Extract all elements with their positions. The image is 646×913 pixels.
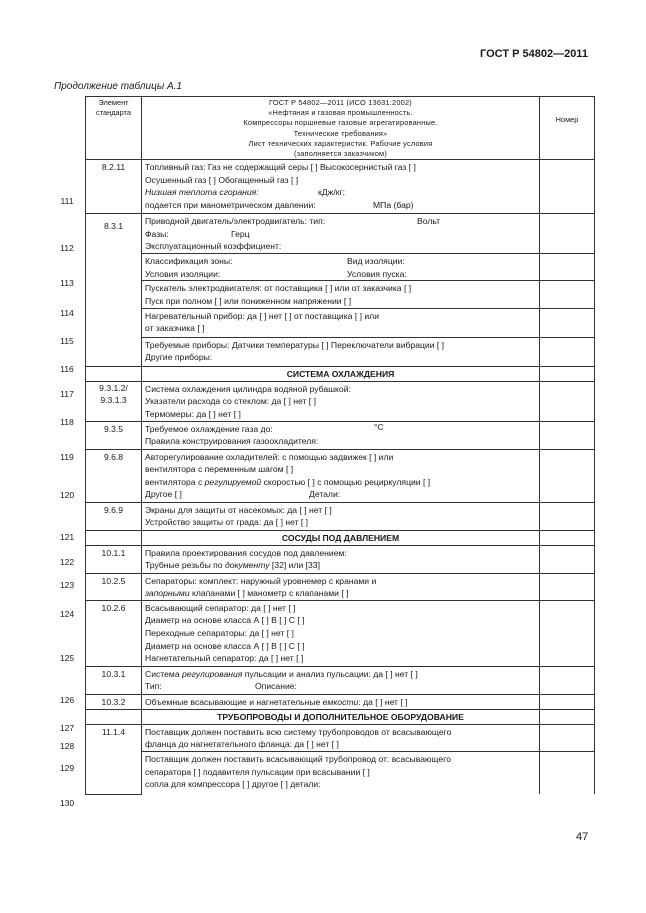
number-cell: [540, 545, 595, 573]
table-row: [86, 751, 595, 794]
specification-table: [85, 96, 595, 795]
table-header-row: [86, 97, 595, 160]
number-cell: [540, 308, 595, 337]
row-number: 119: [60, 452, 74, 462]
element-cell: [86, 337, 142, 366]
element-cell: 9.6.9: [86, 502, 142, 530]
number-cell: [540, 709, 595, 724]
row-number: 114: [60, 308, 74, 318]
element-cell: [86, 308, 142, 337]
number-cell: [540, 573, 595, 600]
row-number: 128: [59, 741, 75, 751]
element-cell: [86, 281, 142, 308]
number-cell: [540, 366, 595, 381]
table-row: [86, 694, 595, 709]
number-cell: [540, 421, 595, 449]
element-cell: 10.3.1: [86, 666, 142, 694]
table-row: [86, 545, 595, 573]
element-cell: [86, 366, 142, 381]
row-number: 130: [59, 798, 75, 808]
number-cell: [540, 751, 595, 794]
row-number: 113: [60, 278, 74, 288]
number-cell: [540, 254, 595, 281]
section-title: СИСТЕМА ОХЛАЖДЕНИЯ: [142, 366, 540, 381]
element-cell: 9.3.1.2/ 9.3.1.3: [86, 381, 142, 421]
number-cell: [540, 214, 595, 254]
title-column-header: ГОСТ Р 54802—2011 (ИСО 13631:2002) «Нефтяная и газовая промышленность. Компрессоры поршневые газовые агрегатированные. Технические требования» Лист технических характеристик. Рабочие условия (заполняется заказчиком): [142, 97, 540, 160]
element-cell: 10.2.5: [86, 573, 142, 600]
element-cell: [86, 530, 142, 545]
number-cell: [540, 502, 595, 530]
row-number: 117: [60, 389, 74, 399]
number-cell: [540, 449, 595, 502]
number-cell: [540, 600, 595, 666]
element-cell: 10.1.1: [86, 545, 142, 573]
text-cell: Система регулирования пульсации и анализ пульсации: да [ ] нет [ ] Тип: Описание:: [142, 666, 540, 694]
table-row: [86, 421, 595, 449]
element-cell: 9.6.8: [86, 449, 142, 502]
table-row: [86, 502, 595, 530]
text-cell: Авторегулирование охладителей: с помощью задвижек [ ] или вентилятора с переменным шагом [ ] вентилятора с регулируемой скоростью [ ] с помощью рециркуляции [ ] Другое [ ] Детали:: [142, 449, 540, 502]
element-cell: 10.3.2: [86, 694, 142, 709]
text-cell: Поставщик должен поставить всю систему трубопроводов от всасывающего фланца до нагнетательного фланца: да [ ] нет [ ]: [142, 724, 540, 751]
row-number: 118: [60, 417, 74, 427]
table-row: [86, 254, 595, 281]
text-cell: Требуемое охлаждение газа до: °С Правила конструирования газоохладителя:: [142, 421, 540, 449]
table-row: [86, 449, 595, 502]
number-cell: [540, 530, 595, 545]
row-number: 124: [59, 609, 75, 619]
section-title: ТРУБОПРОВОДЫ И ДОПОЛНИТЕЛЬНОЕ ОБОРУДОВАНИЕ: [142, 709, 540, 724]
text-cell: Нагревательный прибор: да [ ] нет [ ] от поставщика [ ] или от заказчика [ ]: [142, 308, 540, 337]
table-caption: Продолжение таблицы А.1: [54, 81, 182, 92]
element-cell: [86, 254, 142, 281]
text-cell: Всасывающий сепаратор: да [ ] нет [ ] Диаметр на основе класса А [ ] В [ ] С [ ] Переходные сепараторы: да [ ] нет [ ] Диаметр на основе класса А [ ] В [ ] С [ ] Нагнетательный сепаратор: да [ ] нет [ ]: [142, 600, 540, 666]
row-number: 127: [59, 723, 75, 733]
section-row: [86, 709, 595, 724]
row-number: 112: [60, 243, 74, 253]
table-row: [86, 308, 595, 337]
page-number: 47: [576, 831, 589, 843]
number-cell: [540, 381, 595, 421]
table-row: [86, 600, 595, 666]
row-number: 121: [59, 532, 75, 542]
number-column-header: Номер: [540, 97, 595, 160]
standard-header: ГОСТ Р 54802—2011: [480, 48, 588, 60]
number-cell: [540, 337, 595, 366]
text-cell: Правила проектирования сосудов под давлением: Трубные резьбы по документу [32] или [33]: [142, 545, 540, 573]
row-number: 123: [59, 580, 75, 590]
number-cell: [540, 694, 595, 709]
element-cell: 8.3.1: [86, 214, 142, 254]
section-row: [86, 530, 595, 545]
number-cell: [540, 160, 595, 214]
number-cell: [540, 281, 595, 308]
section-title: СОСУДЫ ПОД ДАВЛЕНИЕМ: [142, 530, 540, 545]
text-cell: Классификация зоны: Вид изоляции: Условия изоляции: Условия пуска:: [142, 254, 540, 281]
row-number: 111: [60, 196, 74, 206]
text-cell: Топливный газ: Газ не содержащий серы [ ] Высокосернистый газ [ ] Осушенный газ [ ] Обогащенный газ [ ] Низшая теплота сгорания: кДж/кг; подается при манометрическом давлении: МПа (бар): [142, 160, 540, 214]
table-row: [86, 281, 595, 308]
table-row: [86, 724, 595, 751]
row-number: 122: [59, 557, 75, 567]
text-cell: Приводной двигатель/электродвигатель: тип: Вольт Фазы: Герц Эксплуатационный коэффициент:: [142, 214, 540, 254]
table-row: [86, 573, 595, 600]
number-cell: [540, 666, 595, 694]
text-cell: Система охлаждения цилиндра водяной рубашкой: Указатели расхода со стеклом: да [ ] нет [ ] Термомеры: да [ ] нет [ ]: [142, 381, 540, 421]
table-row: [86, 666, 595, 694]
text-cell: Сепараторы: комплект: наружный уровнемер с кранами и запорными клапанами [ ] манометр с клапанами [ ]: [142, 573, 540, 600]
element-cell: 10.2.6: [86, 600, 142, 666]
row-number: 116: [60, 364, 74, 374]
element-cell: 11.1.4: [86, 724, 142, 794]
table-row: [86, 381, 595, 421]
element-column-header: Элемент стандарта: [86, 97, 142, 160]
table-row: [86, 160, 595, 214]
text-cell: Пускатель электродвигателя: от поставщика [ ] или от заказчика [ ] Пуск при полном [ ] или пониженном напряжении [ ]: [142, 281, 540, 308]
element-cell: [86, 709, 142, 724]
row-number: 120: [59, 490, 75, 500]
row-number: 126: [59, 695, 75, 705]
table-row: [86, 214, 595, 254]
text-cell: Требуемые приборы: Датчики температуры [ ] Переключатели вибрации [ ] Другие приборы:: [142, 337, 540, 366]
table-row: [86, 337, 595, 366]
number-cell: [540, 724, 595, 751]
section-row: [86, 366, 595, 381]
text-cell: Поставщик должен поставить всасывающий трубопровод от: всасывающего сепаратора [ ] подавителя пульсации при всасывании [ ] сопла для компрессора [ ] другое [ ] детали:: [142, 751, 540, 794]
text-cell: Объемные всасывающие и нагнетательные емкости: да [ ] нет [ ]: [142, 694, 540, 709]
row-number: 115: [60, 336, 74, 346]
element-cell: 8.2.11: [86, 160, 142, 214]
row-number: 129: [59, 763, 75, 773]
text-cell: Экраны для защиты от насекомых: да [ ] нет [ ] Устройство защиты от града: да [ ] нет [ ]: [142, 502, 540, 530]
element-cell: 9.3.5: [86, 421, 142, 449]
row-number: 125: [59, 653, 75, 663]
